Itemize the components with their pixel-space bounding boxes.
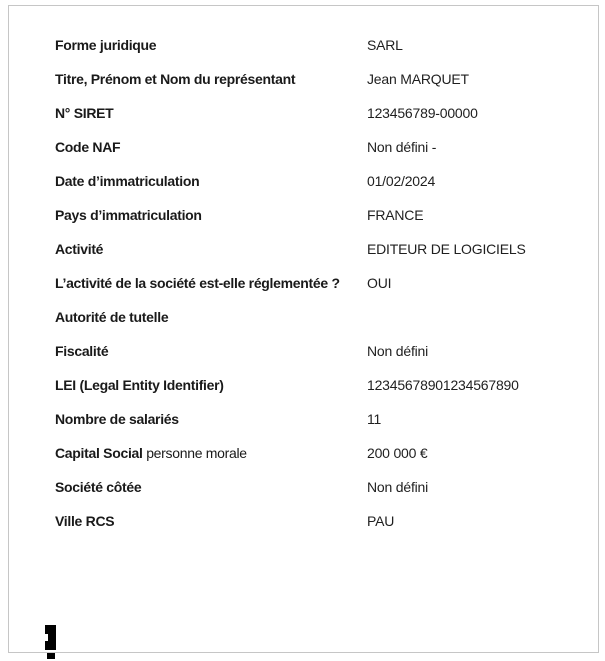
company-details-panel (8, 5, 599, 653)
row-label-suffix: personne morale (142, 445, 247, 461)
row-value: 12345678901234567890 (367, 377, 519, 393)
detail-row (55, 368, 598, 402)
row-value: 11 (367, 411, 382, 427)
detail-row (55, 436, 598, 470)
row-label: Nombre de salariés (55, 411, 179, 427)
row-label: Titre, Prénom et Nom du représentant (55, 71, 296, 87)
row-label: Ville RCS (55, 513, 115, 529)
detail-row (55, 504, 598, 538)
row-value: Non défini (367, 479, 429, 495)
row-label: Capital Social personne morale (55, 445, 247, 461)
row-value: 01/02/2024 (367, 173, 436, 189)
row-label: Fiscalité (55, 343, 109, 359)
row-value: OUI (367, 275, 392, 291)
row-label: L’activité de la société est-elle réglementée ? (55, 275, 340, 291)
row-label: Code NAF (55, 139, 121, 155)
row-label: Forme juridique (55, 37, 157, 53)
detail-row (55, 96, 598, 130)
row-label: N° SIRET (55, 105, 114, 121)
detail-row (55, 198, 598, 232)
row-label: Autorité de tutelle (55, 309, 169, 325)
row-value: SARL (367, 37, 403, 53)
row-value: EDITEUR DE LOGICIELS (367, 241, 526, 257)
row-value: Non défini - (367, 139, 437, 155)
detail-row (55, 334, 598, 368)
detail-row (55, 402, 598, 436)
detail-row (55, 266, 598, 300)
detail-row (55, 470, 598, 504)
detail-row (55, 130, 598, 164)
row-label: Société côtée (55, 479, 142, 495)
row-label: LEI (Legal Entity Identifier) (55, 377, 224, 393)
detail-row (55, 300, 598, 334)
row-label: Activité (55, 241, 104, 257)
row-value: Non défini (367, 343, 429, 359)
details-rows (9, 6, 598, 538)
row-value: 200 000 € (367, 445, 428, 461)
detail-row (55, 62, 598, 96)
row-value: Jean MARQUET (367, 71, 469, 87)
detail-row (55, 28, 598, 62)
row-value: PAU (367, 513, 395, 529)
detail-row (55, 232, 598, 266)
row-label: Date d’immatriculation (55, 173, 200, 189)
row-value: FRANCE (367, 207, 424, 223)
cursor-artifact-notch (45, 634, 48, 641)
row-value: 123456789-00000 (367, 105, 478, 121)
cursor-artifact-tail (47, 653, 55, 659)
row-label: Pays d’immatriculation (55, 207, 202, 223)
detail-row (55, 164, 598, 198)
